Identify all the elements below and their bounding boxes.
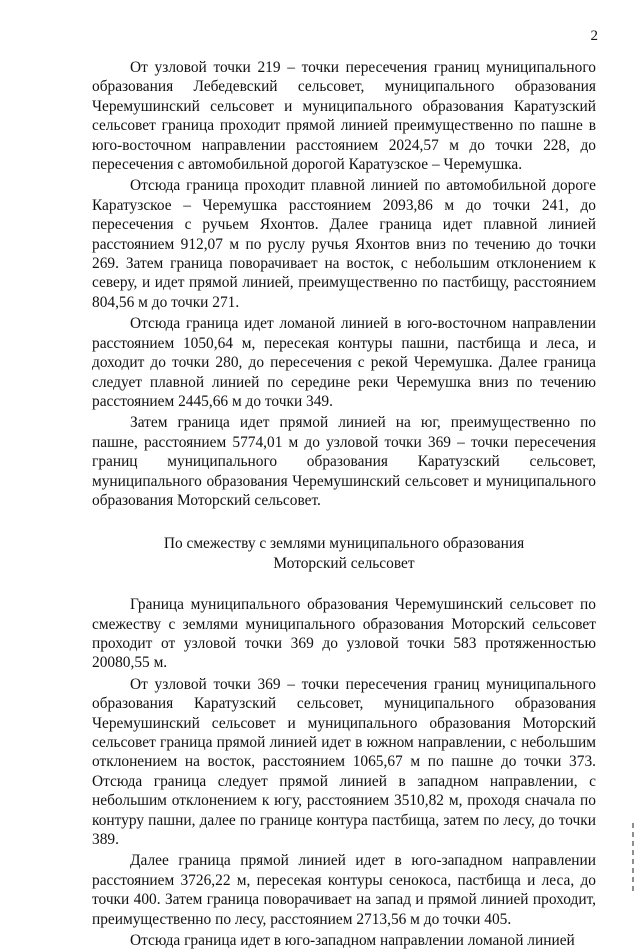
- paragraph-point-241: Отсюда граница проходит плавной линией по автомобильной дороге Каратузское – Черемушка расстоянием 2093,86 м до точки 241, до пересечения с ручьем Яхонтов. Далее граница идет плавной линией расстоянием 912,07 м по руслу ручья Яхонтов вниз по течению до точки 269. Затем граница поворачивает на восток, с небольшим отклонением к северу, и идет прямой линией, преимущественно по пастбищу, расстоянием 804,56 м до точки 271.: [92, 177, 596, 311]
- document-body: [92, 58, 596, 952]
- paragraph-point-373: От узловой точки 369 – точки пересечения границ муниципального образования Каратузский сельсовет, муниципального образования Черемушинский сельсовет и муниципального образования Моторский сельсовет граница прямой линией идет в южном направлении, с небольшим отклонением на восток, расстоянием 1065,67 м по пашне до точки 373. Отсюда граница следует прямой линией в западном направлении, с небольшим отклонением к югу, расстоянием 3510,82 м, проходя сначала по контуру пашни, далее по границе контура пастбища, затем по лесу, до точки 389.: [92, 675, 596, 849]
- paragraph-point-400: Далее граница прямой линией идет в юго-западном направлении расстоянием 3726,22 м, пересекая контуры сенокоса, пастбища и леса, до точки 400. Затем граница поворачивает на запад и прямой линией проходит, преимущественно по лесу, расстоянием 2713,56 м до точки 405.: [92, 852, 596, 928]
- section-heading-line2: Моторский сельсовет: [273, 554, 415, 572]
- page-number: 2: [590, 28, 598, 44]
- section-heading: [92, 534, 596, 573]
- paragraph-continuation: Отсюда граница идет в юго-западном направлении ломаной линией: [130, 932, 575, 950]
- paragraph-point-369: Затем граница идет прямой линией на юг, преимущественно по пашне, расстоянием 5774,01 м до узловой точки 369 – точки пересечения границ муниципального образования Каратузский сельсовет, муниципального образования Черемушинский сельсовет и муниципального образования Моторский сельсовет.: [92, 414, 596, 509]
- paragraph-boundary-summary: Граница муниципального образования Черемушинский сельсовет по смежеству с землями муниципального образования Моторский сельсовет проходит от узловой точки 369 до узловой точки 583 протяженностью 20080,55 м.: [92, 596, 596, 672]
- scan-margin-mark: [632, 823, 634, 893]
- section-heading-line1: По смежеству с землями муниципального образования: [163, 535, 525, 553]
- paragraph-point-219: От узловой точки 219 – точки пересечения границ муниципального образования Лебедевский сельсовет, муниципального образования Черемушинский сельсовет и муниципального образования Каратузский сельсовет граница проходит прямой линией преимущественно по пашне в юго-восточном направлении расстоянием 2024,57 м до точки 228, до пересечения с автомобильной дорогой Каратузское – Черемушка.: [92, 59, 596, 174]
- paragraph-point-280: Отсюда граница идет ломаной линией в юго-восточном направлении расстоянием 1050,64 м, пересекая контуры пашни, пастбища и леса, и доходит до точки 280, до пересечения с рекой Черемушка. Далее граница следует плавной линией по середине реки Черемушка вниз по течению расстоянием 2445,66 м до точки 349.: [92, 315, 596, 410]
